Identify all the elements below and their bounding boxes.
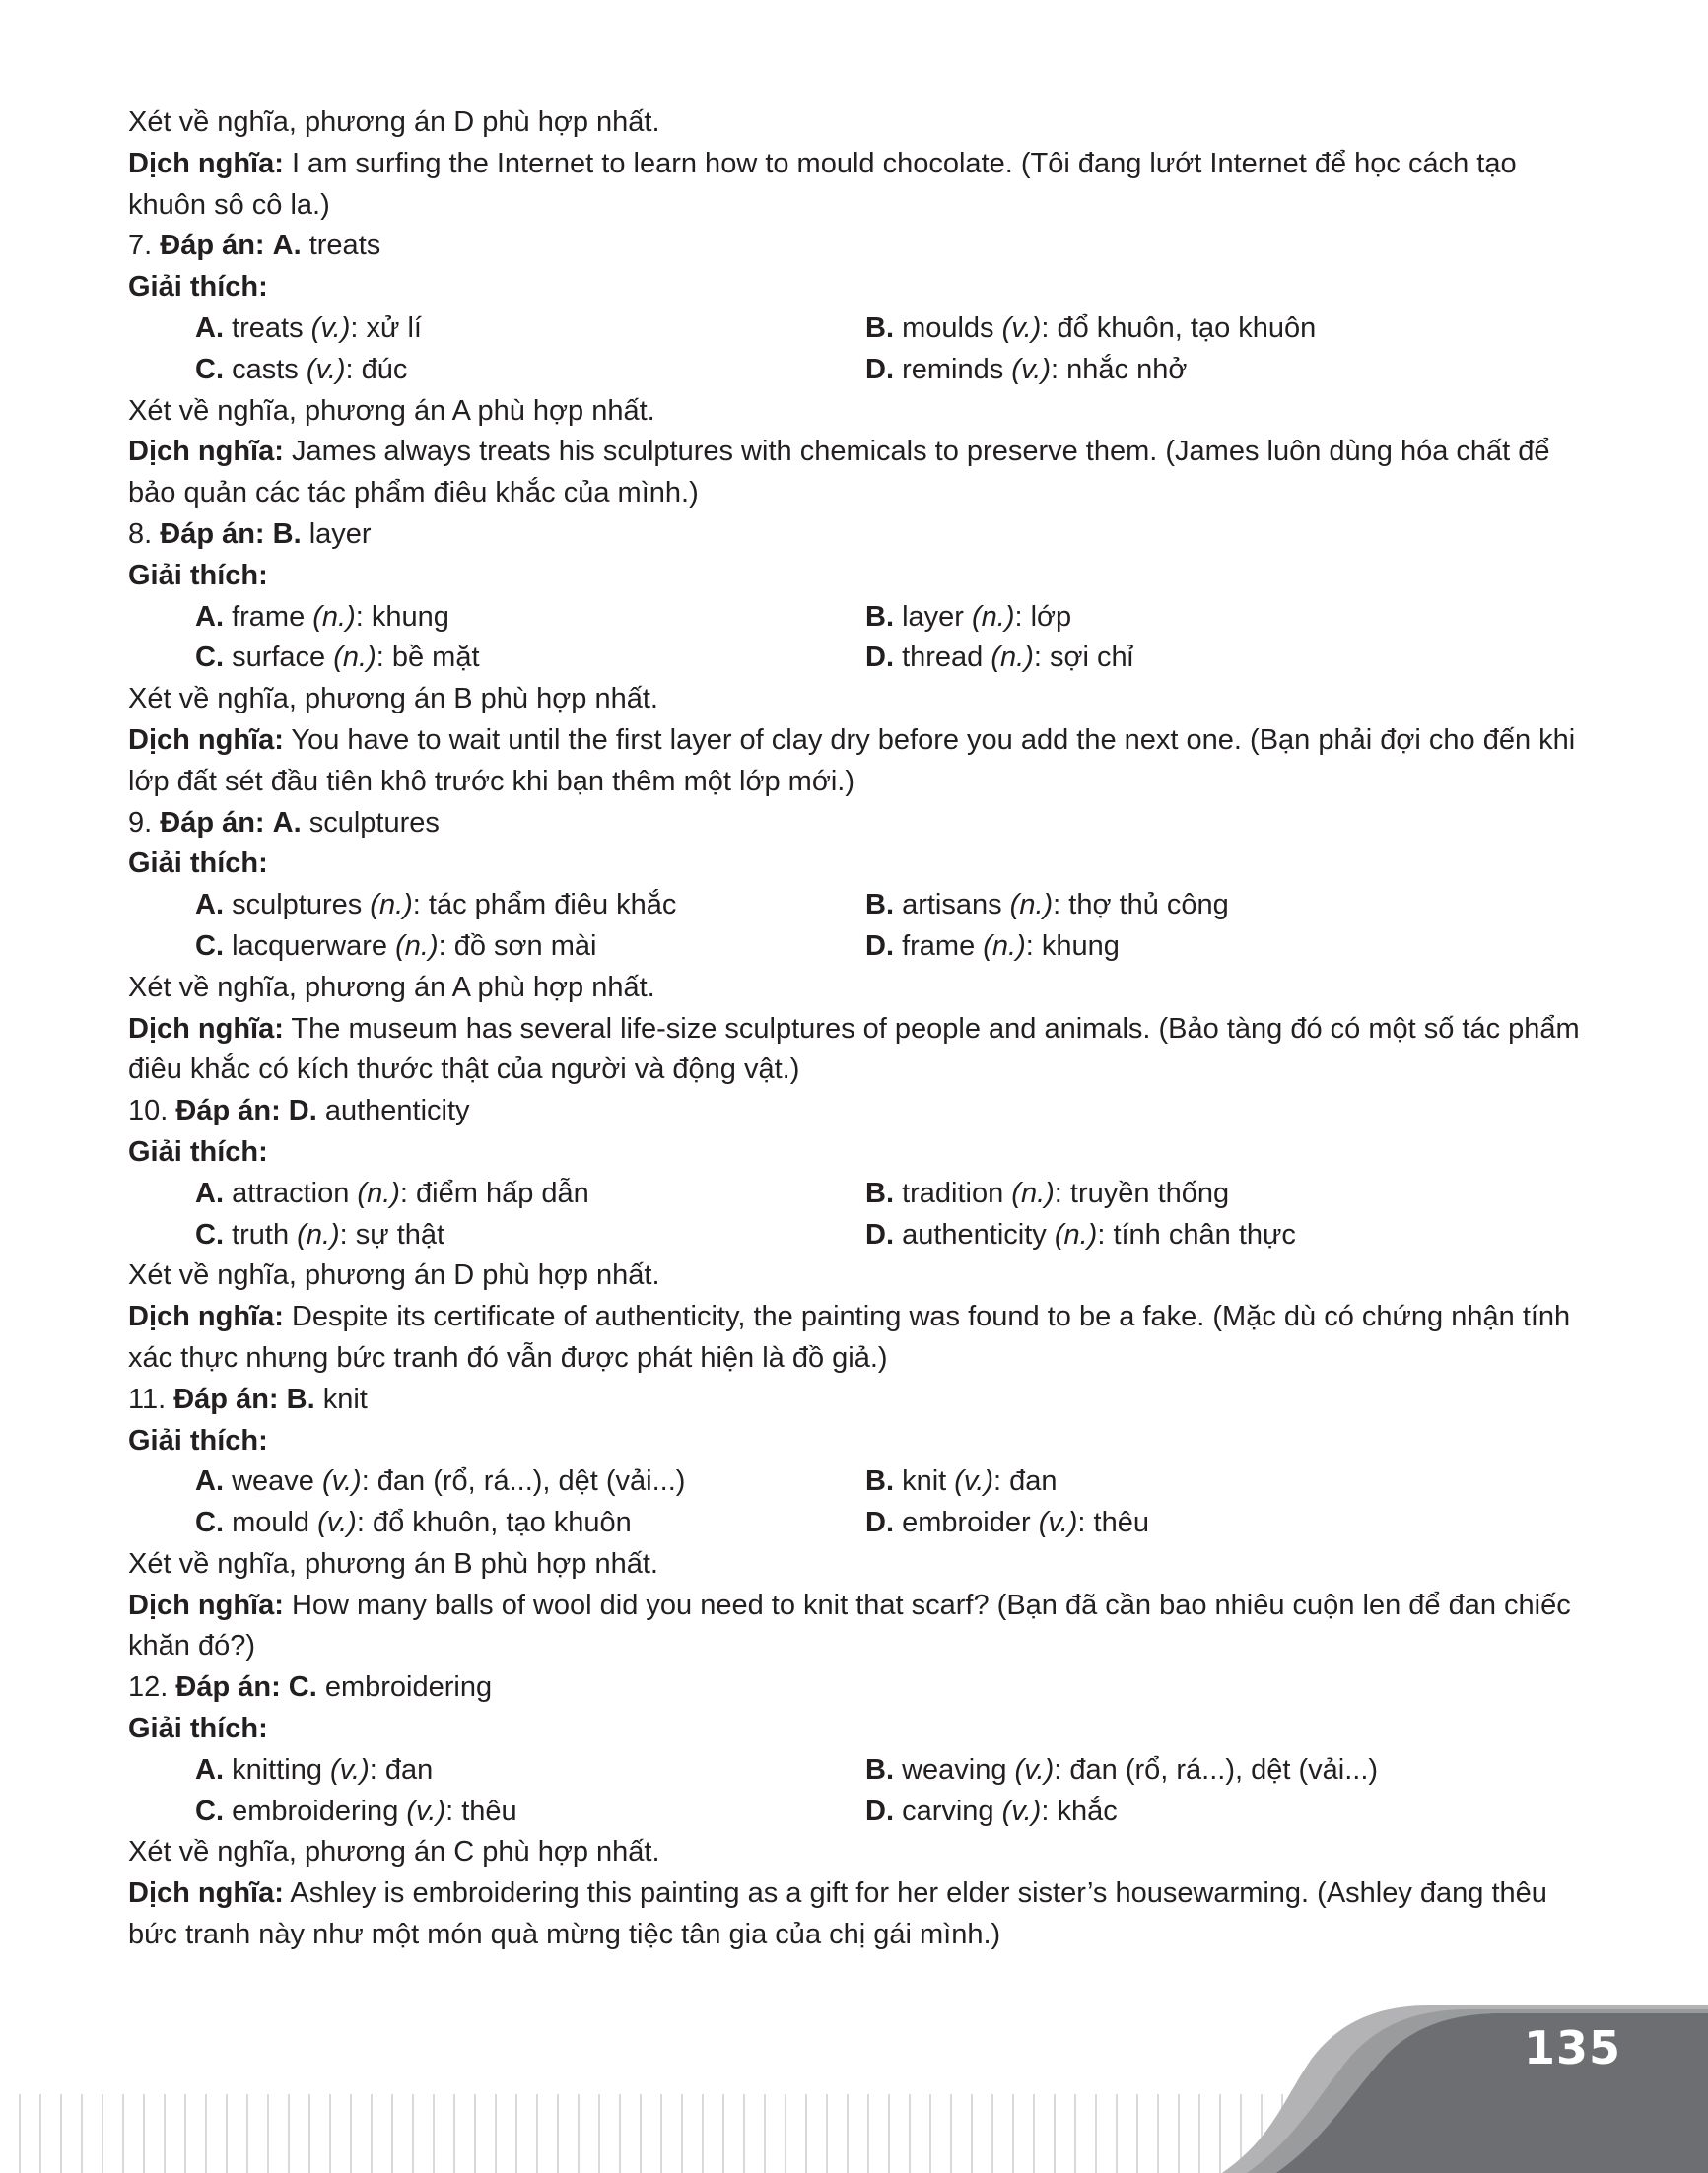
translation	[128, 1586, 1587, 1668]
option-pos: (v.)	[1038, 1507, 1078, 1539]
translation	[128, 432, 1587, 514]
option-pos: (v.)	[954, 1465, 993, 1498]
option-item	[195, 1215, 865, 1256]
option-pos: (v.)	[1014, 1753, 1055, 1786]
option-letter: A.	[195, 1465, 224, 1498]
answer-line	[128, 514, 1587, 556]
answer-label: Đáp án:	[160, 517, 265, 550]
option-word: casts	[232, 353, 299, 385]
option-meaning: : khung	[1025, 929, 1120, 962]
option-word: reminds	[902, 353, 1004, 385]
question-block	[128, 514, 1587, 803]
option-word: frame	[902, 929, 976, 962]
option-meaning: : khung	[355, 600, 449, 633]
option-letter: A.	[195, 1753, 224, 1786]
options-grid	[128, 1174, 1587, 1256]
option-meaning: : đồ sơn mài	[438, 929, 597, 962]
option-meaning: : điểm hấp dẫn	[399, 1177, 589, 1209]
option-word: artisans	[902, 889, 1002, 921]
option-meaning: : đan (rổ, rá...), dệt (vải...)	[361, 1465, 686, 1498]
option-word: truth	[232, 1218, 290, 1251]
option-item	[865, 1792, 1634, 1833]
option-letter: C.	[195, 929, 224, 962]
translation-text: How many balls of wool did you need to knit that scarf? (Bạn đã cần bao nhiêu cuộn len để đan chiếc khăn đó?)	[128, 1589, 1571, 1663]
intro-conclusion: Xét về nghĩa, phương án D phù hợp nhất.	[128, 106, 660, 138]
explain-label: Giải thích:	[128, 848, 268, 880]
option-letter: D.	[865, 1795, 894, 1827]
option-meaning: : nhắc nhở	[1051, 353, 1188, 385]
explain-label: Giải thích:	[128, 1424, 268, 1457]
option-letter: C.	[195, 353, 224, 385]
option-item	[195, 926, 865, 968]
question-block	[128, 1667, 1587, 1956]
translation	[128, 1873, 1587, 1956]
option-item	[195, 885, 865, 926]
option-letter: B.	[865, 311, 894, 344]
option-meaning: : thêu	[1077, 1507, 1149, 1539]
option-item	[865, 926, 1634, 968]
option-word: frame	[232, 600, 306, 633]
option-pos: (v.)	[317, 1507, 357, 1539]
answer-letter: C.	[288, 1671, 317, 1704]
answer-label: Đáp án:	[175, 1671, 281, 1704]
question-number: 7.	[128, 230, 153, 262]
translation-label: Dịch nghĩa:	[128, 436, 284, 468]
conclusion: Xét về nghĩa, phương án A phù hợp nhất.	[128, 394, 655, 427]
answer-letter: A.	[272, 806, 302, 839]
footer-wave	[0, 1996, 1708, 2173]
option-letter: A.	[195, 311, 224, 344]
question-block	[128, 1380, 1587, 1668]
option-letter: C.	[195, 1795, 224, 1827]
option-word: treats	[232, 311, 304, 344]
explain-label: Giải thích:	[128, 1135, 268, 1168]
conclusion: Xét về nghĩa, phương án A phù hợp nhất.	[128, 971, 655, 1003]
option-pos: (v.)	[1001, 1795, 1042, 1827]
answer-line	[128, 1667, 1587, 1709]
option-word: tradition	[902, 1177, 1004, 1209]
option-meaning: : đúc	[345, 353, 408, 385]
option-pos: (n.)	[333, 642, 376, 674]
options-grid	[128, 1461, 1587, 1544]
option-pos: (v.)	[1001, 311, 1042, 344]
option-meaning: : tính chân thực	[1097, 1218, 1296, 1251]
answer-label: Đáp án:	[160, 806, 265, 839]
option-item	[195, 350, 865, 391]
option-pos: (n.)	[357, 1177, 400, 1209]
translation-text: James always treats his sculptures with chemicals to preserve them. (James luôn dùng hóa chất để bảo quản các tác phẩm điêu khắc của mình.)	[128, 436, 1550, 509]
translation-text: You have to wait until the first layer of clay dry before you add the next one. (Bạn phải đợi cho đến khi lớp đất sét đầu tiên khô trước khi bạn thêm một lớp mới.)	[128, 723, 1576, 797]
explain-label: Giải thích:	[128, 559, 268, 591]
option-pos: (n.)	[370, 889, 413, 921]
option-pos: (v.)	[310, 311, 351, 344]
option-pos: (n.)	[991, 642, 1034, 674]
intro-translation	[128, 144, 1587, 227]
question-list	[128, 226, 1587, 1955]
options-grid	[128, 597, 1587, 680]
answer-letter: B.	[272, 517, 302, 550]
option-pos: (n.)	[971, 600, 1015, 633]
option-item	[865, 308, 1634, 350]
question-number: 8.	[128, 517, 153, 550]
option-letter: D.	[865, 929, 894, 962]
option-item	[865, 1503, 1634, 1544]
conclusion: Xét về nghĩa, phương án B phù hợp nhất.	[128, 683, 658, 715]
option-item	[865, 1461, 1634, 1503]
translation	[128, 1009, 1587, 1092]
option-item	[195, 597, 865, 639]
option-letter: A.	[195, 600, 224, 633]
answer-letter: D.	[288, 1095, 317, 1127]
option-meaning: : đan	[993, 1465, 1058, 1498]
option-item	[195, 1461, 865, 1503]
option-item	[865, 597, 1634, 639]
option-word: surface	[232, 642, 326, 674]
option-word: knitting	[232, 1753, 322, 1786]
translation-label: Dịch nghĩa:	[128, 1301, 284, 1333]
option-meaning: : khắc	[1041, 1795, 1118, 1827]
option-meaning: : đổ khuôn, tạo khuôn	[1041, 311, 1317, 344]
answer-word: sculptures	[308, 806, 440, 839]
question-block	[128, 226, 1587, 514]
option-letter: B.	[865, 1177, 894, 1209]
question-number: 12.	[128, 1671, 169, 1704]
answer-word: embroidering	[324, 1671, 493, 1704]
option-word: knit	[902, 1465, 947, 1498]
option-meaning: : sự thật	[339, 1218, 445, 1251]
option-letter: C.	[195, 642, 224, 674]
option-item	[865, 885, 1634, 926]
answer-label: Đáp án:	[160, 230, 265, 262]
option-pos: (n.)	[312, 600, 356, 633]
option-pos: (v.)	[406, 1795, 446, 1827]
option-pos: (v.)	[1011, 353, 1052, 385]
option-item	[865, 350, 1634, 391]
option-letter: C.	[195, 1507, 224, 1539]
option-word: moulds	[902, 311, 994, 344]
option-letter: A.	[195, 889, 224, 921]
option-meaning: : đan (rổ, rá...), dệt (vải...)	[1054, 1753, 1379, 1786]
option-letter: D.	[865, 353, 894, 385]
option-meaning: : thợ thủ công	[1053, 889, 1229, 921]
translation-label: Dịch nghĩa:	[128, 1877, 284, 1910]
answer-letter: B.	[286, 1383, 315, 1415]
option-pos: (n.)	[1011, 1177, 1055, 1209]
translation-label: Dịch nghĩa:	[128, 1589, 284, 1621]
option-word: embroidering	[232, 1795, 399, 1827]
conclusion: Xét về nghĩa, phương án D phù hợp nhất.	[128, 1259, 660, 1292]
option-word: authenticity	[902, 1218, 1047, 1251]
option-letter: B.	[865, 600, 894, 633]
option-word: sculptures	[232, 889, 363, 921]
answer-word: authenticity	[324, 1095, 470, 1127]
option-item	[195, 308, 865, 350]
option-item	[865, 1750, 1634, 1792]
option-pos: (n.)	[1054, 1218, 1098, 1251]
page-content	[128, 102, 1587, 1956]
option-letter: B.	[865, 1753, 894, 1786]
option-pos: (v.)	[330, 1753, 370, 1786]
option-pos: (n.)	[297, 1218, 340, 1251]
option-meaning: : đổ khuôn, tạo khuôn	[356, 1507, 632, 1539]
option-meaning: : đan	[369, 1753, 434, 1786]
option-item	[195, 1174, 865, 1215]
option-item	[865, 638, 1634, 679]
answer-line	[128, 803, 1587, 845]
answer-line	[128, 1091, 1587, 1132]
option-word: weaving	[902, 1753, 1007, 1786]
option-meaning: : lớp	[1014, 600, 1072, 633]
answer-word: knit	[322, 1383, 368, 1415]
options-grid	[128, 1750, 1587, 1833]
translation	[128, 1297, 1587, 1380]
translation-text: Ashley is embroidering this painting as a gift for her elder sister’s housewarming. (Ashley đang thêu bức tranh này như một món quà mừng tiệc tân gia của chị gái mình.)	[128, 1877, 1547, 1951]
option-meaning: : thêu	[445, 1795, 517, 1827]
option-meaning: : bề mặt	[376, 642, 480, 674]
option-item	[195, 1503, 865, 1544]
option-word: weave	[232, 1465, 314, 1498]
translation-text: The museum has several life-size sculptures of people and animals. (Bảo tàng đó có một số tác phẩm điêu khắc có kích thước thật của người và động vật.)	[128, 1012, 1580, 1086]
option-letter: D.	[865, 1507, 894, 1539]
option-word: thread	[902, 642, 984, 674]
explain-label: Giải thích:	[128, 1713, 268, 1745]
page-number: 135	[1523, 2021, 1621, 2074]
option-letter: D.	[865, 1218, 894, 1251]
page-footer	[0, 1996, 1708, 2173]
option-letter: C.	[195, 1218, 224, 1251]
option-pos: (v.)	[306, 353, 346, 385]
translation	[128, 720, 1587, 803]
translation-text: Despite its certificate of authenticity, the painting was found to be a fake. (Mặc dù có chứng nhận tính xác thực nhưng bức tranh đó vẫn được phát hiện là đồ giả.)	[128, 1301, 1571, 1374]
option-meaning: : truyền thống	[1054, 1177, 1230, 1209]
option-pos: (n.)	[1009, 889, 1054, 921]
option-meaning: : xử lí	[350, 311, 422, 344]
option-letter: B.	[865, 889, 894, 921]
option-item	[195, 1750, 865, 1792]
question-number: 10.	[128, 1095, 169, 1127]
option-pos: (n.)	[983, 929, 1026, 962]
option-word: carving	[902, 1795, 994, 1827]
conclusion: Xét về nghĩa, phương án C phù hợp nhất.	[128, 1836, 660, 1868]
answer-label: Đáp án:	[175, 1095, 281, 1127]
options-grid	[128, 885, 1587, 968]
explain-label: Giải thích:	[128, 271, 268, 304]
option-pos: (v.)	[321, 1465, 362, 1498]
answer-word: treats	[308, 230, 381, 262]
question-block	[128, 803, 1587, 1092]
conclusion: Xét về nghĩa, phương án B phù hợp nhất.	[128, 1547, 658, 1580]
option-letter: B.	[865, 1465, 894, 1498]
option-pos: (n.)	[395, 929, 439, 962]
option-item	[195, 1792, 865, 1833]
option-word: mould	[232, 1507, 310, 1539]
answer-line	[128, 226, 1587, 267]
options-grid	[128, 308, 1587, 391]
answer-label: Đáp án:	[173, 1383, 279, 1415]
answer-letter: A.	[272, 230, 302, 262]
translation-label: Dịch nghĩa:	[128, 723, 284, 756]
answer-word: layer	[308, 517, 372, 550]
option-word: embroider	[902, 1507, 1031, 1539]
option-meaning: : tác phẩm điêu khắc	[412, 889, 677, 921]
question-number: 9.	[128, 806, 153, 839]
option-item	[865, 1215, 1634, 1256]
question-block	[128, 1091, 1587, 1380]
translation-label: Dịch nghĩa:	[128, 1012, 284, 1045]
option-item	[865, 1174, 1634, 1215]
option-meaning: : sợi chỉ	[1033, 642, 1134, 674]
answer-line	[128, 1380, 1587, 1421]
translation-label: Dịch nghĩa:	[128, 147, 284, 179]
option-item	[195, 638, 865, 679]
question-number: 11.	[128, 1383, 167, 1415]
translation-text: I am surfing the Internet to learn how to mould chocolate. (Tôi đang lướt Internet để học cách tạo khuôn sô cô la.)	[128, 147, 1517, 221]
option-word: attraction	[232, 1177, 350, 1209]
option-letter: D.	[865, 642, 894, 674]
option-word: lacquerware	[232, 929, 388, 962]
option-letter: A.	[195, 1177, 224, 1209]
option-word: layer	[902, 600, 964, 633]
